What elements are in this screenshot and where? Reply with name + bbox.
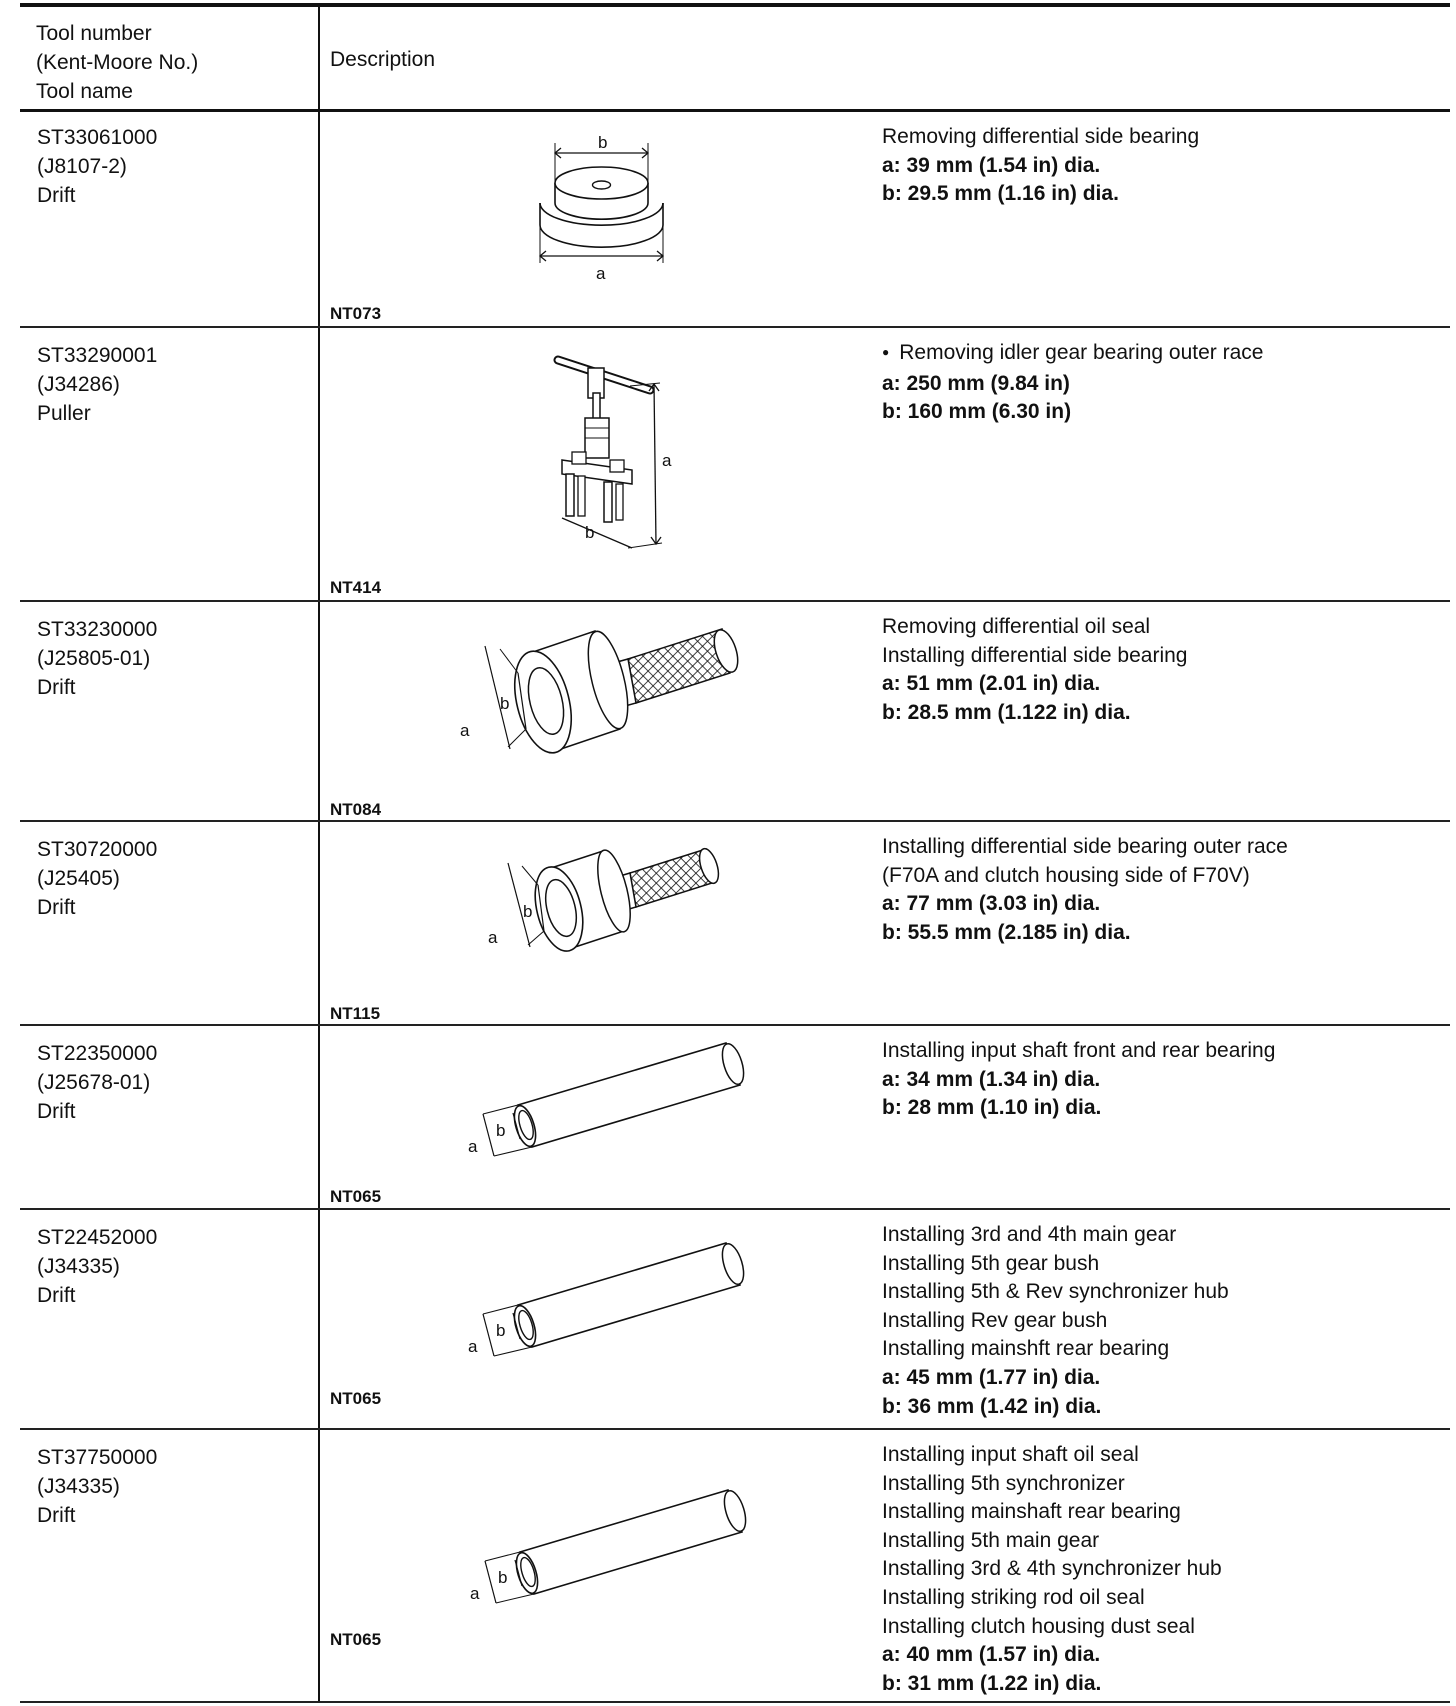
spec-a: a: 77 mm (3.03 in) dia. bbox=[882, 892, 1101, 916]
tool-name: Drift bbox=[37, 184, 76, 207]
header-tool-number: Tool number bbox=[36, 22, 152, 45]
tool-name: Drift bbox=[37, 1100, 76, 1123]
illustration-code: NT414 bbox=[330, 578, 382, 597]
svg-text:b: b bbox=[585, 523, 595, 542]
table-top-rule bbox=[20, 3, 1450, 7]
usage-line: Removing differential side bearing bbox=[882, 125, 1200, 148]
row-divider bbox=[20, 326, 1450, 328]
column-divider bbox=[318, 7, 320, 1703]
tool-number: ST33230000 bbox=[37, 618, 158, 641]
usage-line: Installing input shaft oil seal bbox=[882, 1443, 1139, 1466]
tool-number: ST37750000 bbox=[37, 1446, 158, 1469]
svg-text:a: a bbox=[596, 264, 606, 283]
svg-text:b: b bbox=[598, 133, 608, 152]
usage-line: Installing 3rd and 4th main gear bbox=[882, 1223, 1177, 1246]
tool-description bbox=[882, 1221, 1229, 1421]
svg-text:b: b bbox=[496, 1321, 506, 1340]
row-divider bbox=[20, 1024, 1450, 1026]
row-divider bbox=[20, 1208, 1450, 1210]
spec-a: a: 34 mm (1.34 in) dia. bbox=[882, 1067, 1101, 1091]
svg-text:a: a bbox=[468, 1137, 478, 1156]
tool-info bbox=[37, 341, 157, 428]
row-divider bbox=[20, 600, 1450, 602]
tool-description bbox=[882, 1441, 1222, 1698]
table-bottom-rule bbox=[20, 1701, 1450, 1703]
tool-description bbox=[882, 833, 1288, 947]
header-tool-name: Tool name bbox=[36, 80, 133, 103]
tool-description bbox=[882, 613, 1187, 727]
tool-number: ST22452000 bbox=[37, 1226, 158, 1249]
special-service-tools-table bbox=[20, 3, 1450, 1703]
spec-b: b: 31 mm (1.22 in) dia. bbox=[882, 1671, 1102, 1695]
spec-b: b: 29.5 mm (1.16 in) dia. bbox=[882, 182, 1119, 206]
tool-number: ST33061000 bbox=[37, 126, 158, 149]
tool-info bbox=[37, 835, 157, 922]
kent-moore-number: (J34335) bbox=[37, 1255, 120, 1278]
usage-line: Installing differential side bearing outer race bbox=[882, 835, 1288, 858]
svg-text:a: a bbox=[470, 1584, 480, 1603]
usage-line: Installing striking rod oil seal bbox=[882, 1585, 1145, 1609]
svg-text:a: a bbox=[662, 451, 672, 470]
svg-text:b: b bbox=[498, 1568, 508, 1587]
spec-b: b: 160 mm (6.30 in) bbox=[882, 400, 1072, 424]
usage-line: ● Removing idler gear bearing outer race bbox=[882, 339, 1263, 370]
tool-description bbox=[882, 339, 1263, 427]
tool-number: ST33290001 bbox=[37, 344, 158, 367]
illustration-code: NT065 bbox=[330, 1389, 382, 1408]
tube-drift-icon bbox=[468, 1239, 758, 1369]
illustration-code: NT065 bbox=[330, 1187, 382, 1206]
tool-info bbox=[37, 1039, 157, 1126]
usage-line: Installing clutch housing dust seal bbox=[882, 1614, 1195, 1638]
spec-b: b: 28 mm (1.10 in) dia. bbox=[882, 1096, 1102, 1120]
svg-text:a: a bbox=[488, 928, 498, 947]
usage-line: Installing mainshaft rear bearing bbox=[882, 1500, 1181, 1524]
svg-text:b: b bbox=[523, 902, 533, 921]
spec-a: a: 40 mm (1.57 in) dia. bbox=[882, 1643, 1101, 1667]
kent-moore-number: (J25805-01) bbox=[37, 647, 151, 670]
illustration-code: NT065 bbox=[330, 1630, 382, 1649]
knurled-drift-icon bbox=[460, 611, 760, 791]
header-kent-moore: (Kent-Moore No.) bbox=[36, 51, 199, 74]
tool-info bbox=[37, 123, 157, 210]
spec-b: b: 36 mm (1.42 in) dia. bbox=[882, 1394, 1102, 1418]
spec-a: a: 51 mm (2.01 in) dia. bbox=[882, 672, 1101, 696]
usage-line: Installing 3rd & 4th synchronizer hub bbox=[882, 1557, 1222, 1581]
usage-line: Installing 5th synchronizer bbox=[882, 1471, 1125, 1495]
tool-name: Puller bbox=[37, 402, 91, 425]
spec-a: a: 39 mm (1.54 in) dia. bbox=[882, 153, 1101, 177]
drift-disc-icon bbox=[540, 128, 670, 288]
usage-line: Installing Rev gear bush bbox=[882, 1308, 1108, 1332]
puller-icon bbox=[550, 348, 690, 553]
kent-moore-number: (J25678-01) bbox=[37, 1071, 151, 1094]
spec-a: a: 45 mm (1.77 in) dia. bbox=[882, 1365, 1101, 1389]
usage-line: Installing 5th & Rev synchronizer hub bbox=[882, 1280, 1229, 1304]
illustration-code: NT073 bbox=[330, 304, 382, 323]
kent-moore-number: (J34286) bbox=[37, 373, 120, 396]
tool-column-header bbox=[36, 19, 198, 106]
tool-info bbox=[37, 1223, 157, 1310]
tube-drift-icon bbox=[468, 1039, 758, 1169]
kent-moore-number: (J25405) bbox=[37, 867, 120, 890]
tool-number: ST30720000 bbox=[37, 838, 158, 861]
tool-number: ST22350000 bbox=[37, 1042, 158, 1065]
description-column-header: Description bbox=[330, 48, 436, 71]
spec-b: b: 28.5 mm (1.122 in) dia. bbox=[882, 700, 1131, 724]
spec-b: b: 55.5 mm (2.185 in) dia. bbox=[882, 920, 1131, 944]
svg-text:a: a bbox=[468, 1337, 478, 1356]
tool-name: Drift bbox=[37, 1284, 76, 1307]
usage-line: Installing 5th main gear bbox=[882, 1528, 1100, 1552]
svg-text:b: b bbox=[500, 694, 510, 713]
header-rule bbox=[20, 109, 1450, 112]
row-divider bbox=[20, 1428, 1450, 1430]
usage-line: (F70A and clutch housing side of F70V) bbox=[882, 863, 1250, 887]
usage-line: Installing input shaft front and rear bearing bbox=[882, 1039, 1276, 1062]
tool-name: Drift bbox=[37, 896, 76, 919]
tool-description bbox=[882, 123, 1199, 209]
kent-moore-number: (J34335) bbox=[37, 1475, 120, 1498]
kent-moore-number: (J8107-2) bbox=[37, 155, 127, 178]
svg-text:b: b bbox=[496, 1121, 506, 1140]
tool-description bbox=[882, 1037, 1275, 1123]
tool-name: Drift bbox=[37, 1504, 76, 1527]
spec-a: a: 250 mm (9.84 in) bbox=[882, 371, 1070, 395]
row-divider bbox=[20, 820, 1450, 822]
usage-line: Removing differential oil seal bbox=[882, 615, 1151, 638]
tube-drift-icon bbox=[470, 1486, 760, 1616]
usage-line: Installing 5th gear bush bbox=[882, 1251, 1100, 1275]
usage-line: Installing differential side bearing bbox=[882, 643, 1188, 667]
illustration-code: NT084 bbox=[330, 800, 382, 819]
tool-info bbox=[37, 615, 157, 702]
illustration-code: NT115 bbox=[330, 1004, 381, 1023]
tool-name: Drift bbox=[37, 676, 76, 699]
usage-line: Installing mainshft rear bearing bbox=[882, 1337, 1170, 1361]
tool-info bbox=[37, 1443, 157, 1530]
svg-text:a: a bbox=[460, 721, 470, 740]
knurled-drift-icon bbox=[488, 833, 738, 983]
